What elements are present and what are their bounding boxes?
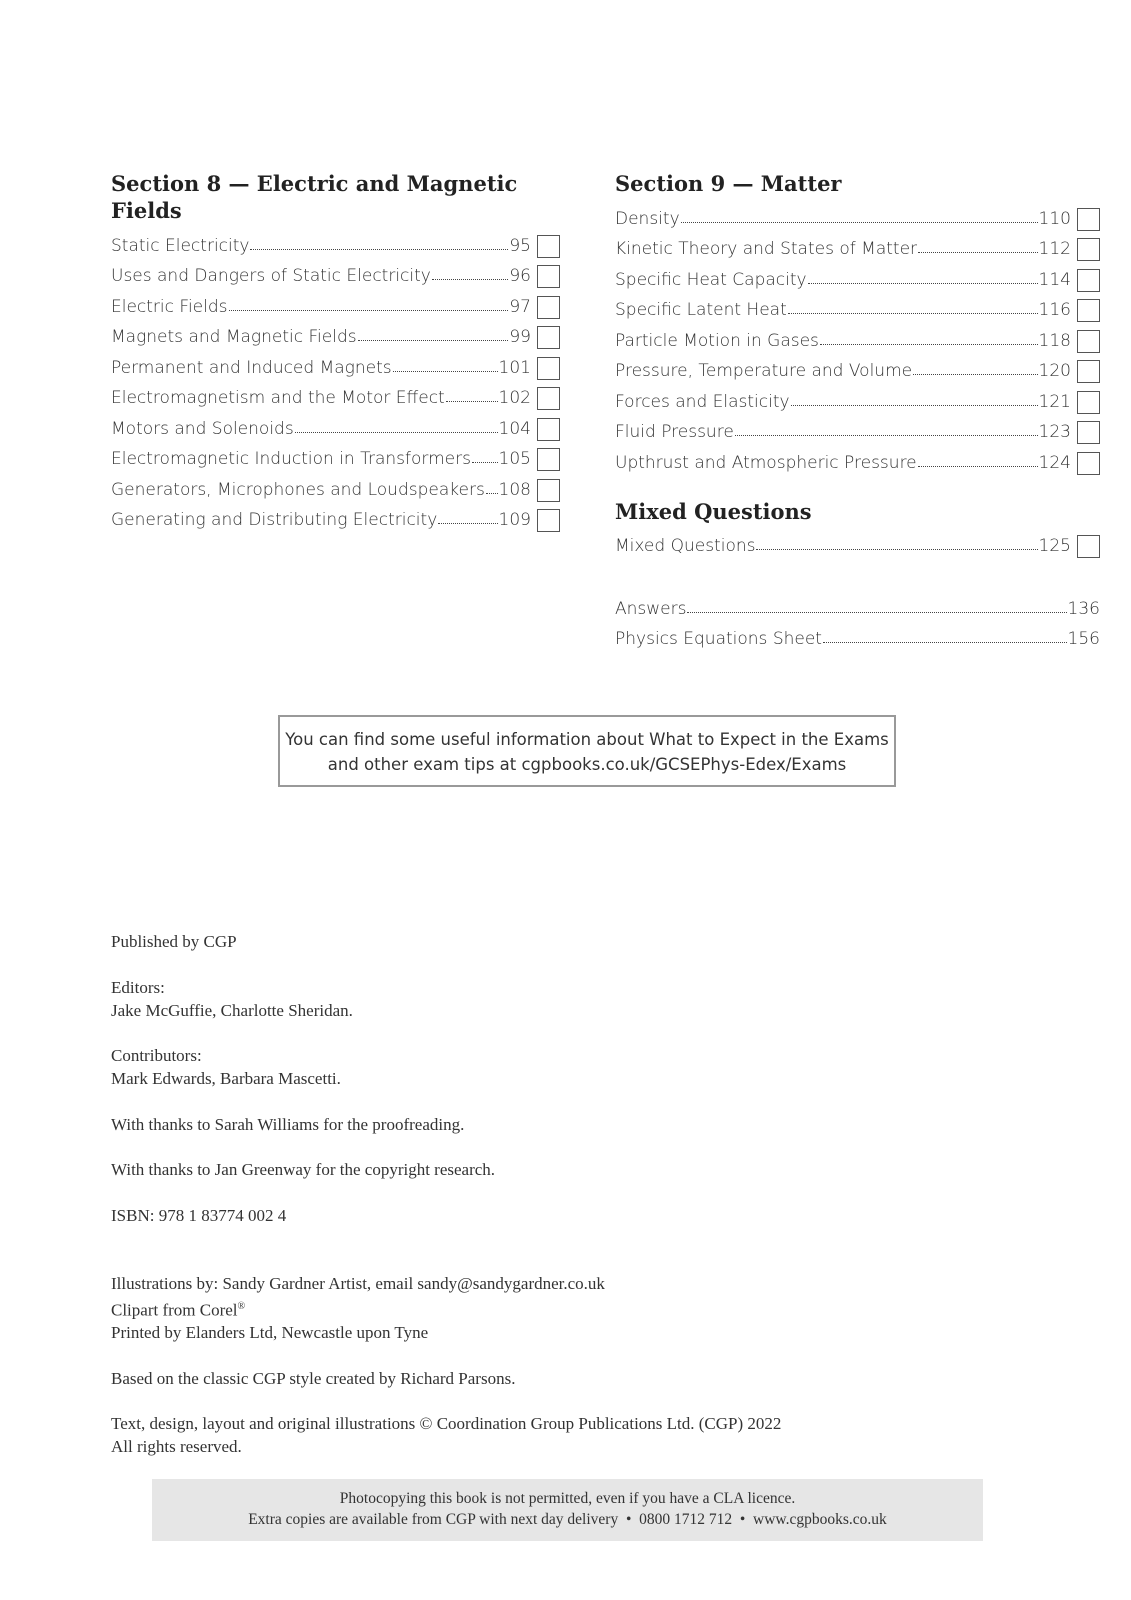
dot-leader: [788, 313, 1038, 314]
dot-leader: [913, 374, 1037, 375]
toc-item-page: 124: [1038, 452, 1071, 473]
dot-leader: [791, 405, 1038, 406]
toc-item[interactable]: [111, 503, 560, 534]
progress-checkbox[interactable]: [537, 509, 560, 532]
dot-leader: [472, 462, 498, 463]
toc-item[interactable]: [111, 289, 560, 320]
exam-tips-line-1: You can find some useful information about What to Expect in the Exams: [285, 730, 889, 749]
toc-item[interactable]: [615, 232, 1100, 263]
dot-leader: [229, 310, 509, 311]
registered-mark: ®: [237, 1300, 246, 1312]
copyright-notice: Text, design, layout and original illustrations © Coordination Group Publications Ltd. (CGP) 2022: [111, 1414, 782, 1434]
progress-checkbox[interactable]: [1077, 238, 1100, 261]
toc-item[interactable]: [615, 622, 1100, 653]
toc-item-title: Specific Latent Heat: [615, 300, 787, 320]
toc-item[interactable]: [111, 320, 560, 351]
dot-leader: [918, 252, 1038, 253]
toc-item-title: Static Electricity: [111, 235, 250, 256]
toc-item-page: 110: [1038, 208, 1071, 229]
toc-item[interactable]: [111, 442, 560, 473]
toc-item-title: Electric Fields: [111, 296, 228, 317]
toc-item-page: 104: [498, 418, 531, 439]
toc-item-page: 105: [498, 449, 531, 469]
left-column: [111, 170, 560, 533]
toc-item[interactable]: [615, 262, 1100, 293]
right-column: [615, 170, 1100, 652]
section-8-list: [111, 228, 560, 533]
dot-leader: [432, 279, 509, 280]
section-9-list: [615, 201, 1100, 476]
toc-item-page: 112: [1038, 239, 1071, 259]
toc-item[interactable]: [615, 323, 1100, 354]
dot-leader: [808, 283, 1038, 284]
toc-item-page: 97: [509, 296, 531, 317]
dot-leader: [820, 344, 1038, 345]
contributors-names: Mark Edwards, Barbara Mascetti.: [111, 1069, 341, 1088]
toc-item-page: 95: [509, 235, 531, 256]
toc-item-title: Kinetic Theory and States of Matter: [615, 239, 918, 259]
dot-leader: [687, 612, 1066, 613]
toc-item-title: Specific Heat Capacity: [615, 269, 807, 290]
toc-item[interactable]: [615, 384, 1100, 415]
toc-item-title: Density: [615, 208, 680, 229]
toc-item-page: 116: [1038, 300, 1071, 320]
toc-item-title: Physics Equations Sheet: [615, 629, 822, 649]
based-on: Based on the classic CGP style created by Richard Parsons.: [111, 1368, 516, 1388]
photocopy-notice: Photocopying this book is not permitted, even if you have a CLA licence.: [339, 1490, 796, 1507]
publication-credits: [111, 930, 1011, 1481]
toc-item-title: Fluid Pressure: [615, 422, 734, 442]
progress-checkbox[interactable]: [537, 479, 560, 502]
toc-item-page: 118: [1038, 330, 1071, 351]
printed-by: Printed by Elanders Ltd, Newcastle upon Tyne: [111, 1323, 429, 1343]
toc-item[interactable]: [111, 259, 560, 290]
progress-checkbox[interactable]: [537, 265, 560, 288]
toc-item-title: Answers: [615, 598, 687, 619]
progress-checkbox[interactable]: [537, 418, 560, 441]
toc-item-page: 108: [498, 479, 531, 500]
section-8-title: Section 8 — Electric and Magnetic Fields: [111, 171, 518, 223]
toc-item-title: Mixed Questions: [615, 536, 756, 556]
toc-item[interactable]: [615, 354, 1100, 385]
toc-item[interactable]: [615, 591, 1100, 622]
toc-item-page: 96: [509, 266, 531, 286]
dot-leader: [446, 401, 498, 402]
progress-checkbox[interactable]: [1077, 269, 1100, 292]
toc-item-title: Particle Motion in Gases: [615, 330, 819, 351]
toc-item-page: 120: [1038, 361, 1071, 381]
clipart-text: Clipart from Corel: [111, 1300, 238, 1320]
toc-item-title: Forces and Elasticity: [615, 391, 790, 412]
progress-checkbox[interactable]: [1077, 452, 1100, 475]
toc-item-page: 156: [1067, 629, 1100, 649]
editors-label: Editors:: [111, 977, 165, 997]
dot-leader: [250, 249, 508, 250]
toc-item-title: Upthrust and Atmospheric Pressure: [615, 452, 917, 473]
toc-item-page: 109: [498, 510, 531, 530]
progress-checkbox[interactable]: [1077, 360, 1100, 383]
toc-item-page: 114: [1038, 269, 1071, 290]
toc-item-title: Electromagnetic Induction in Transformers: [111, 449, 471, 469]
toc-item[interactable]: [111, 472, 560, 503]
dot-leader: [823, 642, 1067, 643]
back-matter-list: [615, 591, 1100, 652]
progress-checkbox[interactable]: [1077, 535, 1100, 558]
dot-leader: [681, 222, 1038, 223]
photocopy-notice-banner: [152, 1479, 983, 1541]
exam-tips-box: [278, 715, 896, 787]
toc-item-page: 121: [1038, 391, 1071, 412]
toc-item-title: Uses and Dangers of Static Electricity: [111, 266, 431, 286]
toc-item-title: Electromagnetism and the Motor Effect: [111, 388, 445, 408]
toc-item-title: Generators, Microphones and Loudspeakers: [111, 479, 485, 500]
toc-item[interactable]: [615, 293, 1100, 324]
progress-checkbox[interactable]: [1077, 330, 1100, 353]
toc-item[interactable]: [111, 350, 560, 381]
dot-leader: [438, 523, 497, 524]
clipart-credit: [111, 1295, 1011, 1322]
toc-item[interactable]: [615, 415, 1100, 446]
progress-checkbox[interactable]: [537, 326, 560, 349]
dot-leader: [735, 435, 1038, 436]
toc-item[interactable]: [615, 445, 1100, 476]
toc-item-title: Motors and Solenoids: [111, 418, 294, 439]
progress-checkbox[interactable]: [537, 357, 560, 380]
toc-item-page: 101: [498, 357, 531, 378]
rights-reserved: All rights reserved.: [111, 1437, 242, 1457]
dot-leader: [358, 340, 509, 341]
editors-names: Jake McGuffie, Charlotte Sheridan.: [111, 1000, 353, 1020]
progress-checkbox[interactable]: [537, 448, 560, 471]
dot-leader: [295, 432, 498, 433]
progress-checkbox[interactable]: [537, 296, 560, 319]
isbn: ISBN: 978 1 83774 002 4: [111, 1205, 287, 1225]
exam-tips-line-2: and other exam tips at cgpbooks.co.uk/GCSEPhys-Edex/Exams: [327, 755, 847, 774]
toc-item[interactable]: [615, 529, 1100, 560]
toc-item-page: 136: [1067, 598, 1100, 619]
dot-leader: [393, 371, 498, 372]
progress-checkbox[interactable]: [1077, 391, 1100, 414]
dot-leader: [486, 493, 498, 494]
toc-item-title: Magnets and Magnetic Fields: [111, 327, 357, 347]
toc-item-page: 125: [1038, 536, 1071, 556]
dot-leader: [918, 466, 1038, 467]
progress-checkbox[interactable]: [1077, 208, 1100, 231]
ordering-info: Extra copies are available from CGP with next day delivery • 0800 1712 712 • www.cgpbooks.co.uk: [248, 1511, 887, 1528]
mixed-questions-title: Mixed Questions: [615, 498, 812, 524]
toc-item[interactable]: [111, 381, 560, 412]
illustrations-credit: Illustrations by: Sandy Gardner Artist, email sandy@sandygardner.co.uk: [111, 1273, 605, 1293]
toc-item[interactable]: [111, 411, 560, 442]
thanks-copyright: With thanks to Jan Greenway for the copyright research.: [111, 1160, 496, 1179]
toc-item[interactable]: [111, 228, 560, 259]
progress-checkbox[interactable]: [1077, 299, 1100, 322]
toc-item-page: 123: [1038, 422, 1071, 442]
toc-item[interactable]: [615, 201, 1100, 232]
toc-item-title: Generating and Distributing Electricity: [111, 510, 438, 530]
published-by: Published by CGP: [111, 932, 237, 951]
toc-item-title: Permanent and Induced Magnets: [111, 357, 392, 378]
contributors-label: Contributors:: [111, 1046, 202, 1065]
section-9-title: Section 9 — Matter: [615, 171, 842, 196]
toc-item-page: 102: [498, 388, 531, 408]
progress-checkbox[interactable]: [1077, 421, 1100, 444]
toc-item-page: 99: [509, 327, 531, 347]
progress-checkbox[interactable]: [537, 387, 560, 410]
mixed-questions-list: [615, 529, 1100, 560]
toc-item-title: Pressure, Temperature and Volume: [615, 361, 913, 381]
thanks-proofreading: With thanks to Sarah Williams for the proofreading.: [111, 1114, 465, 1134]
progress-checkbox[interactable]: [537, 235, 560, 258]
dot-leader: [756, 549, 1037, 550]
